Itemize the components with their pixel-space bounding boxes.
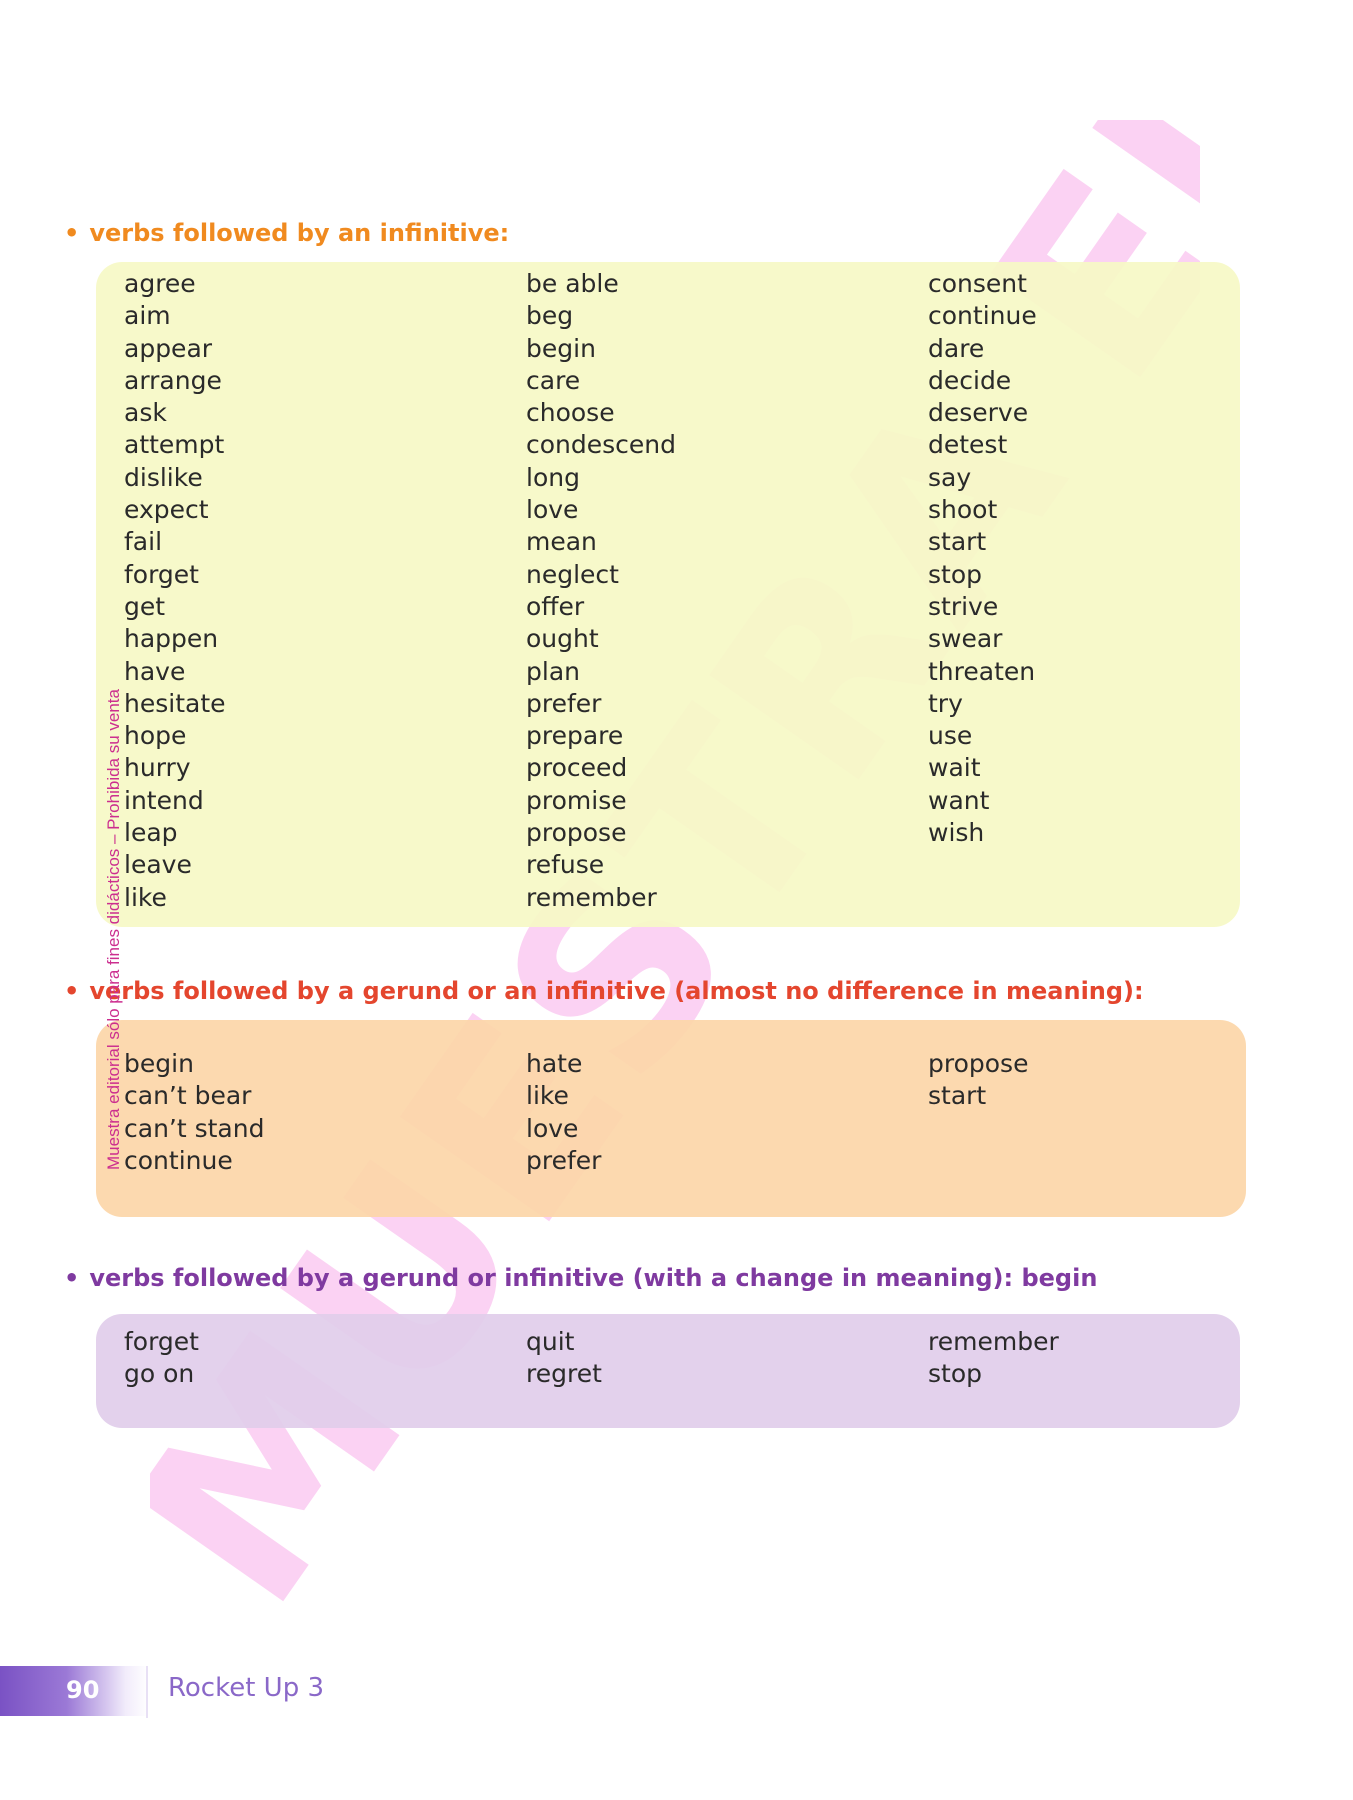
verb-item: stop [928,559,982,589]
verb-item: like [124,882,167,912]
gerund-or-infinitive-box [96,1020,1246,1217]
verb-item: ask [124,398,167,428]
heading-text: verbs followed by an infinitive: [89,219,510,247]
verb-item: appear [124,333,213,363]
verb-item: happen [124,624,219,654]
verb-item: threaten [928,656,1036,686]
change-in-meaning-box [96,1314,1240,1428]
word-column [124,1048,264,1177]
word-column [928,1048,1028,1113]
verb-item: strive [928,591,999,621]
verb-item: can’t stand [124,1113,265,1143]
verb-item: hope [124,721,187,751]
verb-item: ought [526,624,599,654]
section-heading-infinitive [64,219,509,247]
word-column [526,268,676,914]
verb-item: care [526,365,581,395]
bullet-icon: • [64,1264,80,1292]
verb-item: regret [526,1359,602,1389]
verb-item: start [928,1081,987,1111]
verb-item: condescend [526,430,676,460]
verb-item: start [928,527,987,557]
word-column [124,1326,199,1391]
footer-divider [146,1666,148,1718]
verb-item: neglect [526,559,619,589]
verb-item: swear [928,624,1003,654]
book-title: Rocket Up 3 [168,1673,325,1703]
verb-item: promise [526,785,627,815]
verb-item: continue [124,1145,233,1175]
verb-item: intend [124,785,204,815]
verb-item: continue [928,301,1037,331]
verb-item: hate [526,1049,583,1078]
verb-item: want [928,785,990,815]
section-heading-change-in-meaning [64,1264,1097,1292]
verb-item: go on [124,1359,195,1389]
section-heading-gerund-or-infinitive [64,977,1144,1005]
verb-item: wish [928,818,985,848]
verb-item: use [928,721,973,751]
verb-item: have [124,656,186,686]
verb-item: like [526,1081,569,1111]
verb-item: offer [526,591,585,621]
verb-item: shoot [928,495,998,525]
word-column [526,1048,601,1177]
verb-item: prefer [526,1145,602,1175]
verb-item: refuse [526,850,605,880]
verb-item: expect [124,495,209,525]
verb-item: beg [526,301,574,331]
verb-item: leave [124,850,192,880]
verb-item: quit [526,1327,575,1356]
word-column [526,1326,602,1391]
verb-item: begin [124,1049,194,1078]
verb-item: agree [124,269,196,298]
verb-item: get [124,591,166,621]
word-column [928,1326,1059,1391]
verb-item: arrange [124,365,222,395]
verb-item: dare [928,333,985,363]
heading-text: verbs followed by a gerund or infinitive (with a change in meaning): begin [89,1264,1098,1292]
verb-item: hurry [124,753,191,783]
verb-item: fail [124,527,163,557]
verb-item: can’t bear [124,1081,252,1111]
verb-item: decide [928,365,1012,395]
verb-item: propose [526,818,627,848]
verb-item: leap [124,818,178,848]
bullet-icon: • [64,977,80,1005]
verb-item: propose [928,1049,1029,1078]
verb-item: detest [928,430,1008,460]
verb-item: choose [526,398,615,428]
verb-item: stop [928,1359,982,1389]
verb-item: forget [124,1327,199,1356]
verb-item: remember [526,882,657,912]
verb-item: deserve [928,398,1029,428]
bullet-icon: • [64,219,80,247]
verb-item: hesitate [124,688,226,718]
verb-item: aim [124,301,171,331]
verb-item: prepare [526,721,624,751]
word-column [124,268,226,914]
verb-item: prefer [526,688,602,718]
verb-item: wait [928,753,981,783]
verb-item: plan [526,656,580,686]
verb-item: be able [526,269,619,298]
verb-item: remember [928,1327,1059,1356]
verb-item: forget [124,559,199,589]
verb-item: love [526,1113,579,1143]
verb-item: say [928,462,972,492]
verb-item: long [526,462,580,492]
word-column [928,268,1037,849]
side-note: Muestra editorial sólo para fines didácticos – Prohibida su venta [104,689,123,1170]
heading-text: verbs followed by a gerund or an infinitive (almost no difference in meaning): [89,977,1144,1005]
verb-item: proceed [526,753,628,783]
verb-item: dislike [124,462,203,492]
verb-item: mean [526,527,597,557]
verb-item: consent [928,269,1027,298]
verb-item: try [928,688,963,718]
verb-item: love [526,495,579,525]
page-number: 90 [66,1676,100,1704]
verb-item: begin [526,333,596,363]
verb-item: attempt [124,430,225,460]
